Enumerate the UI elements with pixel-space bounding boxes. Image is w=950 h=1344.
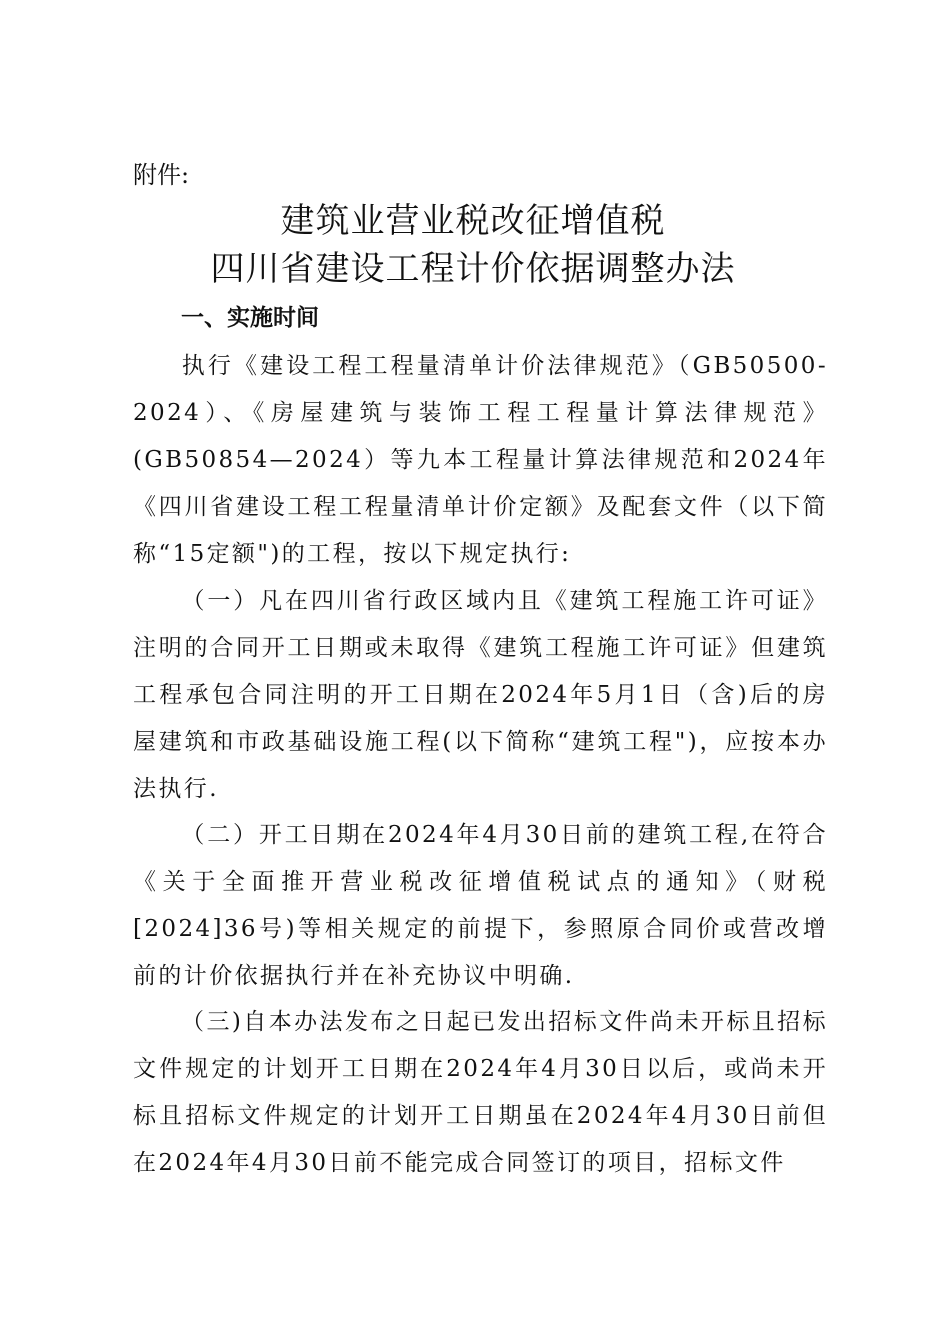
paragraph bbox=[133, 999, 828, 1187]
paragraph-text: 执行《建设工程工程量清单计价法律规范》（GB50500-2024）、《房屋建筑与装饰工程工程量计算法律规范》(GB50854—2024）等九本工程量计算法律规范和2024年《四川省建设工程工程量清单计价定额》及配套文件（以下简称“15定额")的工程，按以下规定执行: bbox=[133, 353, 828, 567]
attachment-label: 附件: bbox=[133, 161, 190, 189]
paragraph bbox=[133, 343, 828, 578]
document-title-line-1: 建筑业营业税改征增值税 bbox=[280, 201, 666, 241]
paragraph bbox=[133, 578, 828, 813]
paragraph-text: （三)自本办法发布之日起已发出招标文件尚未开标且招标文件规定的计划开工日期在2024年4月30日以后，或尚未开标且招标文件规定的计划开工日期虽在2024年4月30日前但在2024年4月30日前不能完成合同签订的项目，招标文件 bbox=[133, 1009, 828, 1176]
document-title-line-2: 四川省建设工程计价依据调整办法 bbox=[210, 249, 736, 289]
section-heading: 一、实施时间 bbox=[181, 305, 319, 331]
paragraph-text: （二）开工日期在2024年4月30日前的建筑工程,在符合《关于全面推开营业税改征增值税试点的通知》（财税[2024]36号)等相关规定的前提下，参照原合同价或营改增前的计价依据执行并在补充协议中明确. bbox=[133, 822, 828, 989]
paragraph bbox=[133, 812, 828, 1000]
paragraph-text: （一）凡在四川省行政区域内且《建筑工程施工许可证》注明的合同开工日期或未取得《建筑工程施工许可证》但建筑工程承包合同注明的开工日期在2024年5月1日（含)后的房屋建筑和市政基础设施工程(以下简称“建筑工程")，应按本办法执行. bbox=[133, 588, 828, 802]
